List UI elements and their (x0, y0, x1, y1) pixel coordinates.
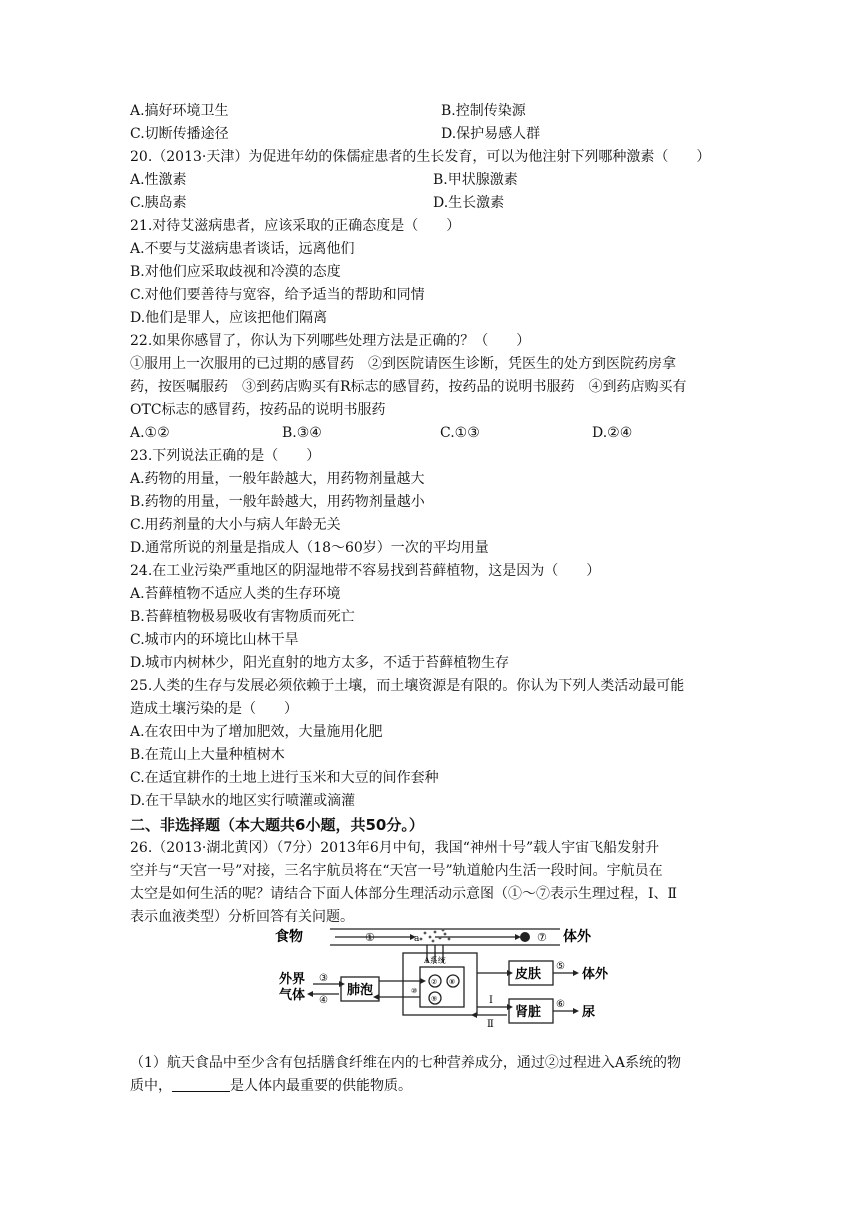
q22-choice-line3: OTC标志的感冒药，按药品的说明书服药 (130, 402, 386, 418)
q26-line3: 太空是如何生活的呢？请结合下面人体部分生理活动示意图（①～⑦表示生理过程，Ⅰ、Ⅱ (130, 886, 678, 902)
q21-option-d: D.他们是罪人，应该把他们隔离 (130, 310, 328, 326)
q22-choice-line1: ①服用上一次服用的已过期的感冒药 ②到医院请医生诊断，凭医生的处方到医院药房拿 (130, 356, 676, 372)
diagram-outside-label-2: 体外 (582, 967, 609, 982)
q23-option-d: D.通常所说的剂量是指成人（18～60岁）一次的平均用量 (130, 540, 489, 556)
q25-stem-line1: 25.人类的生存与发展必须依赖于土壤，而土壤资源是有限的。你认为下列人类活动最可能 (130, 678, 685, 694)
q22-option-a: A.①② (130, 425, 170, 441)
q24-stem: 24.在工业污染严重地区的阴湿地带不容易找到苔藓植物，这是因为（ ） (130, 563, 601, 579)
q25-option-c: C.在适宜耕作的土地上进行玉米和大豆的间作套种 (130, 770, 439, 786)
diagram-process-7: ⑦ (537, 931, 547, 944)
q20-option-d: D.生长激素 (433, 195, 505, 211)
diagram-process-10: ⑩ (411, 987, 418, 995)
q25-option-b: B.在荒山上大量种植树木 (130, 747, 285, 763)
q23-option-a: A.药物的用量，一般年龄越大，用药物剂量越大 (130, 471, 425, 487)
q19-row1 (130, 100, 730, 123)
q26-sub1-prefix: 质中， (130, 1078, 172, 1094)
q26-line2: 空并与“天宫一号”对接，三名宇航员将在“天宫一号”轨道舱内生活一段时间。宇航员在 (130, 863, 663, 879)
q21-option-c: C.对他们要善待与宽容，给予适当的帮助和同情 (130, 287, 425, 303)
q25-stem-line2: 造成土壤污染的是（ ） (130, 701, 298, 717)
q26-line4: 表示血液类型）分析回答有关问题。 (130, 909, 354, 925)
q23-stem: 23.下列说法正确的是（ ） (130, 448, 321, 464)
q24-option-a: A.苔藓植物不适应人类的生存环境 (130, 586, 341, 602)
q24-option-b: B.苔藓植物极易吸收有害物质而死亡 (130, 609, 355, 625)
q19-option-c: C.切断传播途径 (130, 126, 229, 142)
diagram-process-4: ④ (319, 995, 328, 1006)
q20-row1 (130, 169, 730, 192)
diagram-process-5: ⑤ (556, 961, 565, 972)
q22-option-d: D.②④ (592, 425, 633, 441)
diagram-skin-label: 皮肤 (515, 967, 542, 982)
q26-sub1-line2 (130, 1075, 730, 1098)
diagram-process-8: ⑧ (449, 978, 456, 986)
q20-row2 (130, 192, 730, 215)
q20-option-c: C.胰岛素 (130, 195, 187, 211)
q22-option-b: B.③④ (282, 425, 322, 441)
diagram-process-1: ① (365, 931, 375, 944)
diagram-process-9: ⑨ (431, 995, 438, 1003)
q20-option-b: B.甲状腺激素 (433, 172, 518, 188)
diagram-kidney-label: 肾脏 (515, 1005, 542, 1020)
q20-stem: 20.（2013·天津）为促进年幼的侏儒症患者的生长发育，可以为他注射下列哪种激素（ ） (130, 149, 711, 165)
q19-option-b: B.控制传染源 (441, 103, 526, 119)
q21-stem: 21.对待艾滋病患者，应该采取的正确态度是（ ） (130, 218, 461, 234)
q24-option-c: C.城市内的环境比山林干旱 (130, 632, 299, 648)
q21-option-a: A.不要与艾滋病患者谈话，远离他们 (130, 241, 355, 257)
q26-line1: 26.（2013·湖北黄冈）（7分）2013年6月中旬，我国“神州十号”载人宇宙飞船发射升 (130, 840, 660, 856)
q23-option-b: B.药物的用量，一般年龄越大，用药物剂量越小 (130, 494, 425, 510)
q21-option-b: B.对他们应采取歧视和冷漠的态度 (130, 264, 341, 280)
diagram-alveoli-label: 肺泡 (347, 983, 374, 998)
physiology-diagram (275, 923, 615, 1043)
q26-subquestion-1 (130, 1052, 730, 1098)
q19-option-d: D.保护易感人群 (441, 126, 541, 142)
diagram-process-2: ② (431, 978, 438, 986)
q22-stem: 22.如果你感冒了，你认为下列哪些处理方法是正确的？（ ） (130, 333, 531, 349)
diagram-process-6: ⑥ (556, 999, 565, 1010)
q20-option-a: A.性激素 (130, 172, 187, 188)
q26-sub1-suffix: 是人体内最重要的供能物质。 (230, 1078, 412, 1094)
answer-blank[interactable] (172, 1077, 230, 1092)
diagram-outside-label-1: 体外 (563, 929, 591, 945)
q19-row2 (130, 123, 730, 146)
q24-option-d: D.城市内树林少，阳光直射的地方太多，不适于苔藓植物生存 (130, 655, 510, 671)
section-heading: 二、非选择题（本大题共6小题，共50分。） (130, 816, 424, 834)
q25-option-d: D.在干旱缺水的地区实行喷灌或滴灌 (130, 793, 356, 809)
q22-option-c: C.①③ (440, 425, 480, 441)
diagram-a-system-label: A系统 (424, 956, 446, 965)
diagram-blood-type-1: Ⅰ (489, 995, 493, 1006)
diagram-urine-label: 尿 (582, 1005, 596, 1020)
diagram-blood-type-2: Ⅱ (487, 1019, 494, 1030)
q23-option-c: C.用药剂量的大小与病人年龄无关 (130, 517, 341, 533)
q26-sub1-line1: （1）航天食品中至少含有包括膳食纤维在内的七种营养成分，通过②过程进入A系统的物 (130, 1055, 682, 1071)
q25-option-a: A.在农田中为了增加肥效，大量施用化肥 (130, 724, 383, 740)
diagram-outside-air-2: 气体 (279, 988, 306, 1003)
diagram-food-label: 食物 (275, 929, 303, 945)
diagram-a-label: a (414, 934, 420, 944)
diagram-outside-air-1: 外界 (279, 972, 306, 987)
q22-choice-line2: 药，按医嘱服药 ③到药店购买有R标志的感冒药，按药品的说明书服药 ④到药店购买有 (130, 379, 687, 395)
q22-options-row (130, 422, 730, 445)
question-page (130, 100, 730, 929)
diagram-process-3: ③ (319, 973, 328, 984)
q19-option-a: A.搞好环境卫生 (130, 103, 229, 119)
